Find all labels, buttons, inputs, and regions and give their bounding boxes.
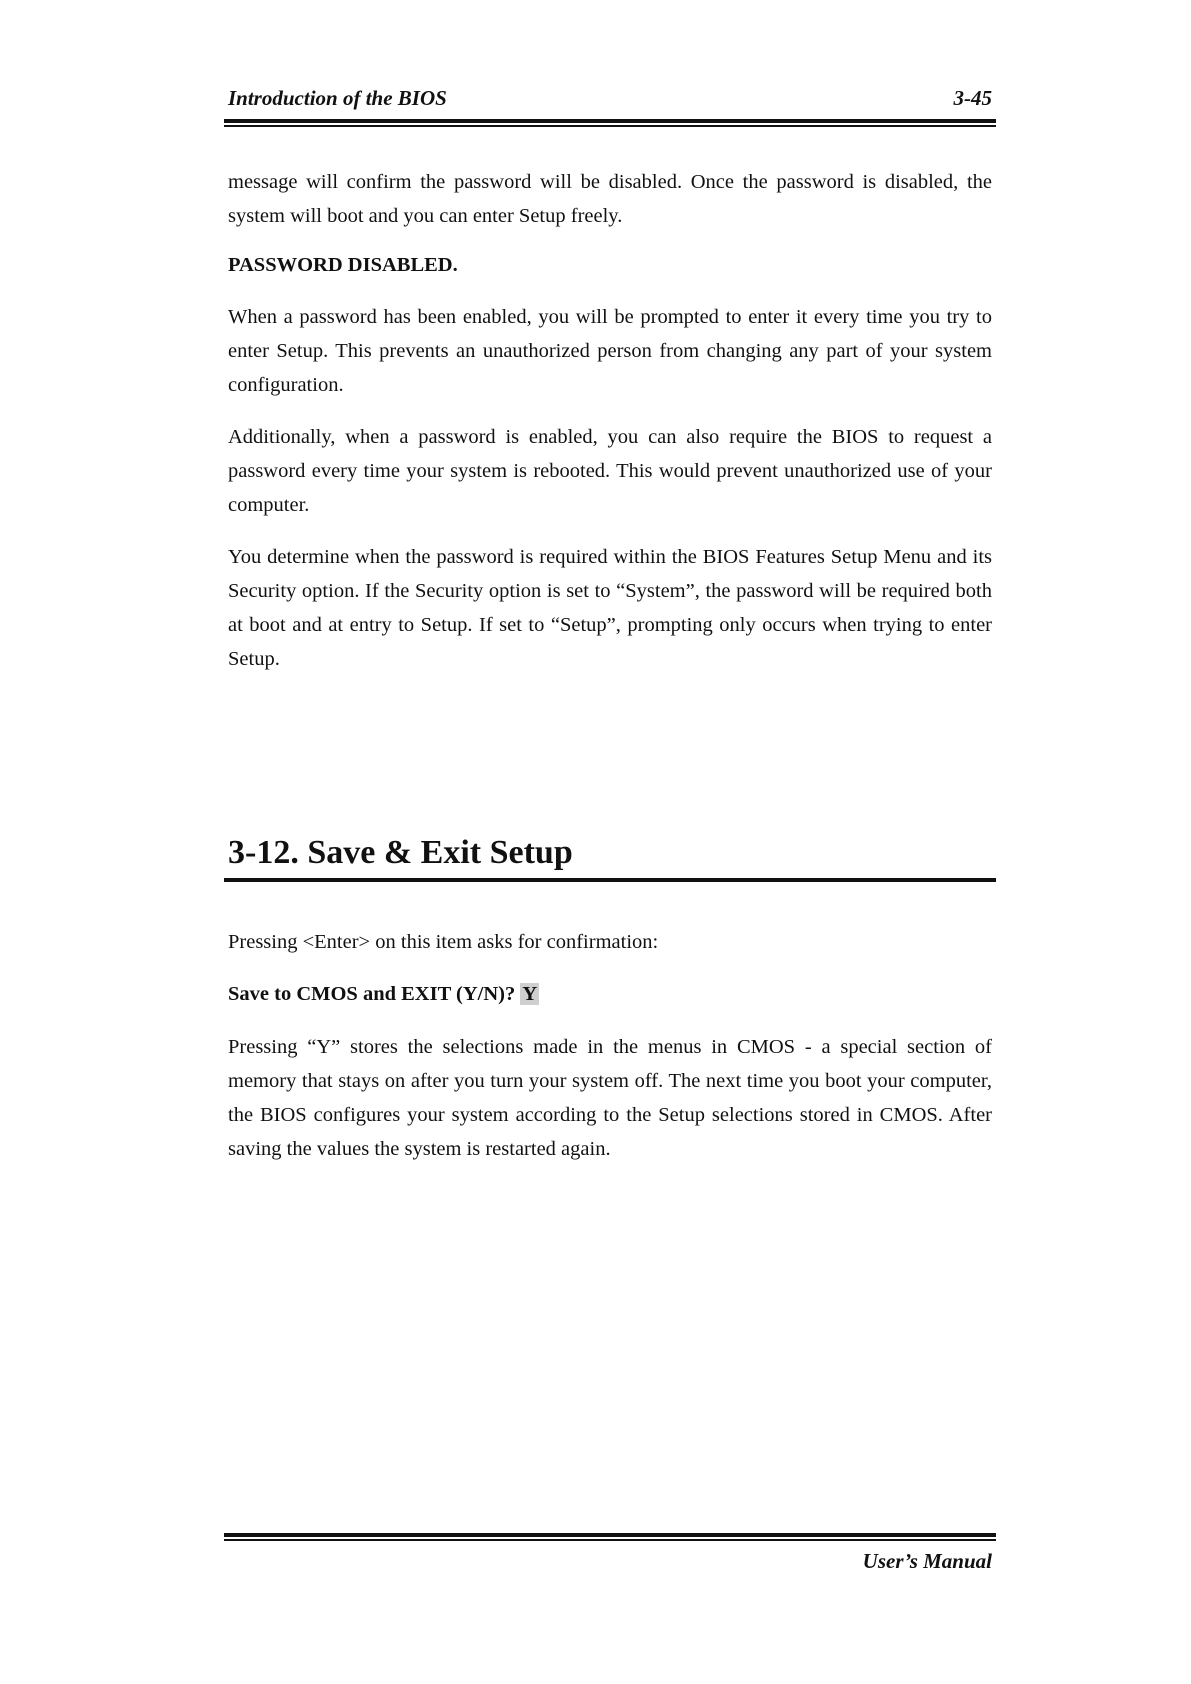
- chapter-title: Introduction of the BIOS: [228, 86, 447, 110]
- footer-label: User’s Manual: [862, 1549, 992, 1573]
- manual-page: [228, 0, 992, 1684]
- save-exit-prompt: [228, 977, 992, 1011]
- prompt-answer-highlight: Y: [522, 983, 538, 1005]
- running-header: [228, 86, 992, 112]
- footer-divider: [224, 1533, 996, 1541]
- paragraph-boot-password: Additionally, when a password is enabled, you can also require the BIOS to request a password every time your system is rebooted. This would prevent unauthorized use of your computer.: [228, 426, 992, 516]
- paragraph-password-disabled-info: message will confirm the password will be disabled. Once the password is disabled, the system will boot and you can enter Setup freely.: [228, 171, 992, 227]
- paragraph-password-enabled: When a password has been enabled, you will be prompted to enter it every time you try to enter Setup. This prevents an unauthorized person from changing any part of your system configuration.: [228, 306, 992, 396]
- paragraph-security-option: You determine when the password is required within the BIOS Features Setup Menu and its Security option. If the Security option is set to “System”, the password will be required both at boot and at entry to Setup. If set to “Setup”, prompting only occurs when trying to enter Setup.: [228, 546, 992, 670]
- save-exit-prompt-text: Save to CMOS and EXIT (Y/N)?: [228, 983, 516, 1005]
- page-number: 3-45: [953, 86, 992, 110]
- paragraph-enter-confirmation: Pressing <Enter> on this item asks for confirmation:: [228, 931, 659, 953]
- header-divider: [224, 119, 996, 127]
- section-title: 3-12. Save & Exit Setup: [228, 834, 573, 871]
- paragraph-cmos-description: Pressing “Y” stores the selections made in the menus in CMOS - a special section of memory that stays on after you turn your system off. The next time you boot your computer, the BIOS configures your system according to the Setup selections stored in CMOS. After saving the values the system is restarted again.: [228, 1036, 992, 1160]
- section-divider: [224, 878, 996, 882]
- password-disabled-message: PASSWORD DISABLED.: [228, 254, 458, 276]
